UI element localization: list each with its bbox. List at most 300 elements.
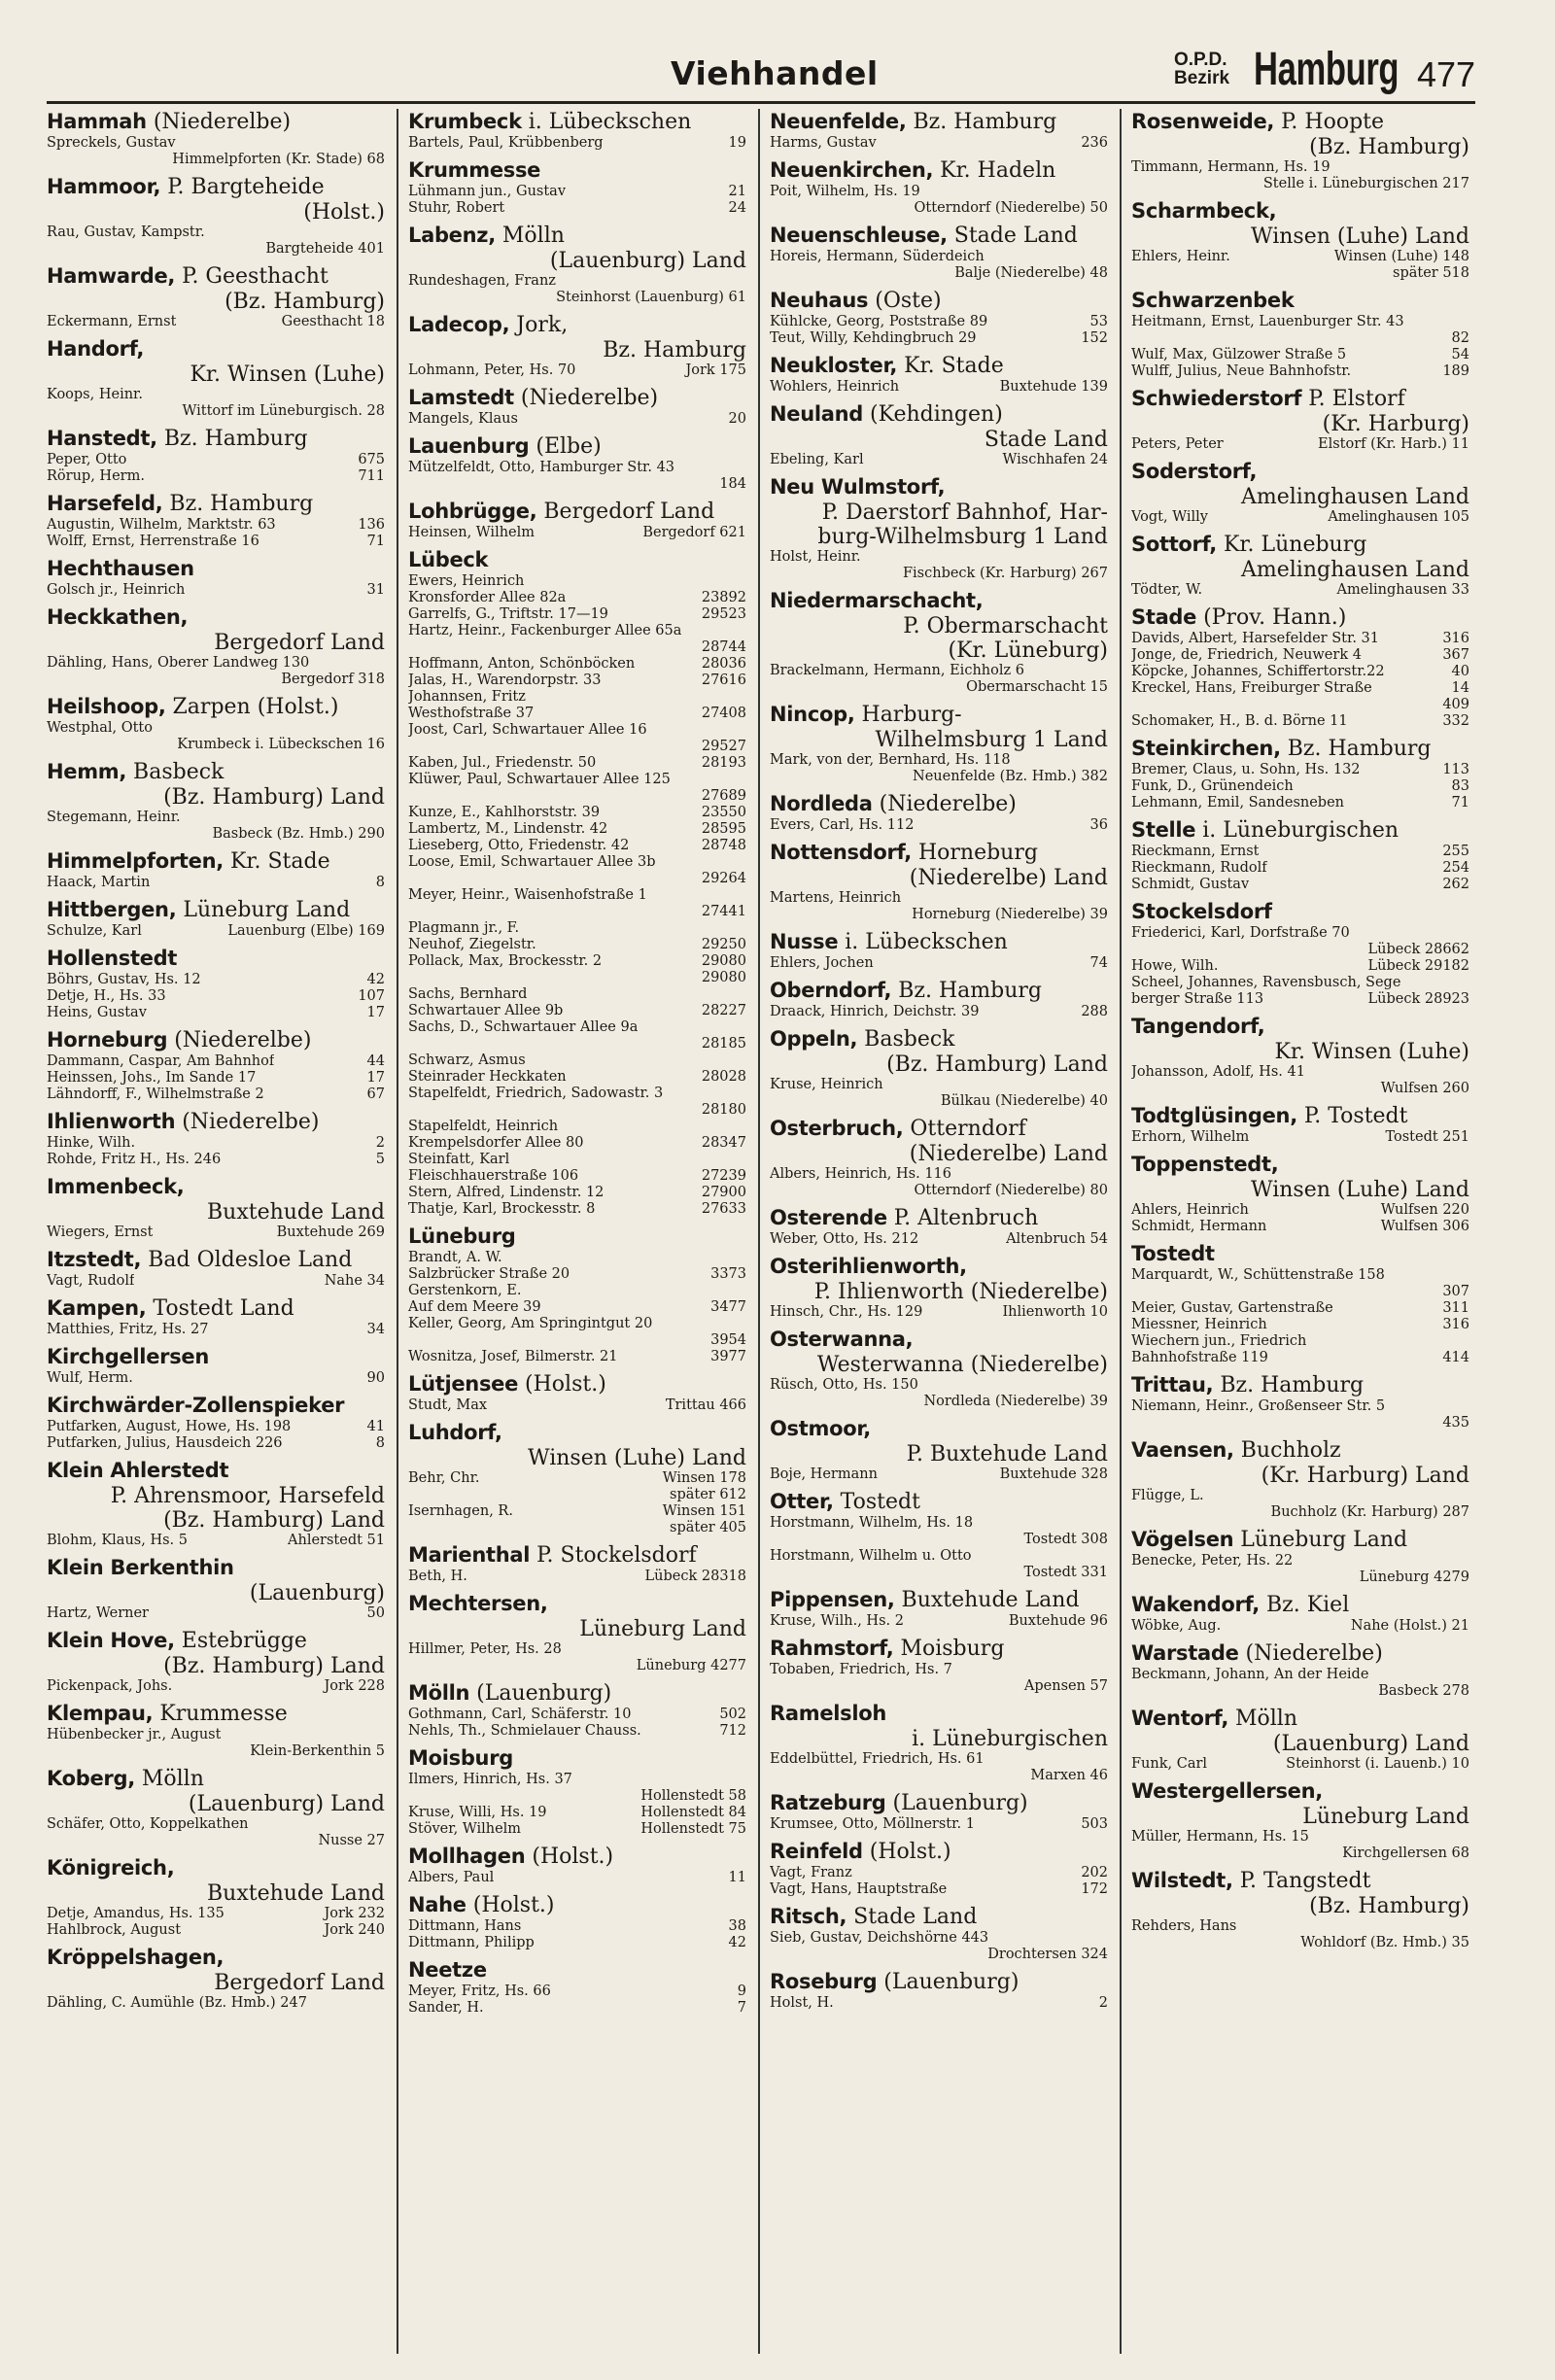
phone-number: 28193 — [701, 755, 746, 771]
place-heading — [47, 1027, 385, 1053]
phone-number: Buxtehude 269 — [276, 1224, 385, 1240]
place-name: Osterbruch, — [770, 1117, 904, 1140]
listing-line — [770, 452, 1108, 468]
phone-number: Lübeck 28923 — [1367, 991, 1469, 1007]
phone-number: 7 — [737, 2000, 746, 2016]
place-subheading: P. Buxtehude Land — [906, 1442, 1108, 1466]
listing-line — [408, 1569, 746, 1585]
place-heading — [47, 1701, 385, 1727]
place-heading — [1131, 1372, 1469, 1398]
dealer-name: Mützelfeldt, Otto, Hamburger Str. 43 — [408, 460, 675, 475]
phone-number: 367 — [1442, 647, 1469, 663]
place-entry — [1131, 532, 1469, 599]
listing-line — [408, 1119, 746, 1135]
place-suffix: P. Stockelsdorf — [530, 1543, 697, 1568]
place-subheading: Lüneburg Land — [579, 1617, 746, 1641]
place-name: Hammoor, — [47, 175, 161, 198]
dealer-name: Schulze, Karl — [47, 923, 142, 939]
place-heading — [408, 312, 746, 338]
dealer-name: Bartels, Paul, Krübbenberg — [408, 135, 604, 151]
place-heading — [1131, 198, 1469, 224]
phone-number: 152 — [1081, 330, 1108, 346]
listing-line — [408, 673, 746, 689]
place-entry — [47, 897, 385, 940]
listing-line — [770, 1865, 1108, 1881]
place-entry — [408, 1224, 746, 1365]
dealer-name: Hinsch, Chr., Hs. 129 — [770, 1304, 923, 1320]
place-name: Osterwanna, — [770, 1328, 914, 1351]
listing-line — [408, 1152, 746, 1168]
dealer-name: Meyer, Heinr., Waisenhofstraße 1 — [408, 887, 647, 903]
dealer-name: Behr, Chr. — [408, 1470, 480, 1486]
place-heading — [1131, 1241, 1469, 1267]
dealer-name: Hartz, Werner — [47, 1605, 149, 1621]
dealer-name: Kruse, Wilh., Hs. 2 — [770, 1613, 904, 1629]
place-entry — [408, 499, 746, 541]
place-entry — [47, 491, 385, 550]
place-suffix: Stade Land — [947, 224, 1078, 248]
listing-line — [47, 988, 385, 1005]
place-heading — [47, 1945, 385, 1971]
listing-continuation: 27689 — [701, 788, 746, 804]
phone-number: 50 — [366, 1605, 385, 1621]
listing-continuation: 28744 — [701, 639, 746, 655]
phone-number: 502 — [719, 1707, 746, 1722]
dealer-name: Sieb, Gustav, Deichshörne 443 — [770, 1930, 989, 1946]
dealer-name: Johansson, Adolf, Hs. 41 — [1131, 1064, 1305, 1080]
listing-line — [1131, 347, 1469, 363]
place-name: Osterihlienworth, — [770, 1255, 967, 1278]
place-subheading: P. Daerstorf Bahnhof, Har- — [821, 500, 1108, 525]
place-entry — [47, 759, 385, 843]
dealer-name: Horstmann, Wilhelm u. Otto — [770, 1548, 972, 1564]
listing-line — [408, 525, 746, 541]
place-entry — [408, 1957, 746, 2017]
dealer-name: Haack, Martin — [47, 875, 151, 890]
phone-number: 8 — [375, 875, 385, 890]
place-subheading: (Bz. Hamburg) Land — [886, 1052, 1108, 1077]
dealer-name: Jonge, de, Friedrich, Neuwerk 4 — [1131, 647, 1362, 663]
listing-line — [408, 986, 746, 1003]
phone-number: 136 — [358, 517, 385, 533]
place-heading — [47, 1458, 385, 1484]
place-name: Ostmoor, — [770, 1417, 871, 1440]
place-name: Itzstedt, — [47, 1248, 142, 1271]
place-entry — [408, 157, 746, 217]
place-entry — [770, 588, 1108, 696]
place-name: Hanstedt, — [47, 427, 157, 450]
listing-line — [1131, 1398, 1469, 1415]
listing-line — [1131, 647, 1469, 664]
place-name: Klein Berkenthin — [47, 1556, 234, 1579]
place-subheading: Buxtehude Land — [206, 1200, 385, 1224]
dealer-name: Brandt, A. W. — [408, 1250, 502, 1265]
dealer-name: Wulf, Max, Gülzower Straße 5 — [1131, 347, 1347, 362]
place-name: Oberndorf, — [770, 979, 892, 1002]
phone-number: Ahlerstedt 51 — [288, 1533, 385, 1548]
place-subheading: Bergedorf Land — [214, 631, 385, 655]
listing-line — [408, 1135, 746, 1152]
listing-line — [770, 1816, 1108, 1833]
listing-continuation: später 518 — [1393, 265, 1469, 281]
phone-number: 44 — [366, 1053, 385, 1069]
place-heading — [47, 109, 385, 135]
place-subheading: (Bz. Hamburg) — [1309, 1894, 1469, 1918]
place-entry — [770, 1839, 1108, 1898]
place-suffix: (Holst.) — [525, 1845, 614, 1869]
listing-line — [408, 1185, 746, 1201]
place-subheading: Westerwanna (Niederelbe) — [816, 1353, 1108, 1377]
place-name: Reinfeld — [770, 1840, 863, 1863]
listing-line — [47, 1152, 385, 1168]
dealer-name: Albers, Heinrich, Hs. 116 — [770, 1166, 951, 1182]
place-subheading: Amelinghausen Land — [1241, 485, 1469, 509]
dealer-name: Klüwer, Paul, Schwartauer Allee 125 — [408, 772, 671, 787]
phone-number: Buxtehude 139 — [999, 379, 1108, 395]
place-entry — [47, 1344, 385, 1387]
place-heading — [408, 223, 746, 249]
listing-line — [408, 1019, 746, 1036]
place-entry — [1131, 1014, 1469, 1097]
place-name: Hamwarde, — [47, 264, 176, 288]
dealer-name: Hahlbrock, August — [47, 1922, 182, 1938]
place-suffix: Moisburg — [893, 1637, 1005, 1661]
place-name: Nahe — [408, 1893, 466, 1916]
dealer-name: Müller, Hermann, Hs. 15 — [1131, 1829, 1309, 1845]
place-heading — [770, 288, 1108, 314]
phone-number: Jork 175 — [685, 362, 746, 378]
phone-number: 27408 — [701, 706, 746, 721]
dealer-name: Kruse, Heinrich — [770, 1077, 883, 1092]
place-name: Wentorf, — [1131, 1707, 1228, 1730]
dealer-name: Schomaker, H., B. d. Börne 11 — [1131, 713, 1348, 729]
place-heading — [1131, 899, 1469, 925]
place-suffix: Bz. Kiel — [1259, 1593, 1350, 1617]
place-subheading: Amelinghausen Land — [1241, 558, 1469, 582]
place-entry — [47, 1027, 385, 1103]
phone-number: 236 — [1081, 135, 1108, 151]
place-suffix: Buchholz — [1233, 1438, 1341, 1463]
place-suffix: i. Lübeckschen — [521, 110, 692, 134]
place-heading — [47, 848, 385, 875]
listing-line — [408, 920, 746, 937]
phone-number: 24 — [728, 200, 746, 216]
listing-continuation: Bergedorf 318 — [281, 672, 385, 687]
place-heading — [770, 1969, 1108, 1995]
place-entry — [1131, 1640, 1469, 1700]
dealer-name: Westphal, Otto — [47, 720, 153, 736]
phone-number: 712 — [719, 1723, 746, 1739]
dealer-name: Niemann, Heinr., Großenseer Str. 5 — [1131, 1398, 1386, 1414]
dealer-name: Peters, Peter — [1131, 436, 1224, 452]
place-name: Kirchgellersen — [47, 1345, 209, 1368]
directory-column — [1131, 109, 1469, 2373]
listing-continuation: Lüneburg 4279 — [1359, 1569, 1469, 1585]
dealer-name: Sachs, Bernhard — [408, 986, 528, 1002]
listing-line — [1131, 713, 1469, 730]
dealer-name: Ewers, Heinrich — [408, 573, 525, 589]
place-entry — [408, 385, 746, 428]
listing-line — [1131, 363, 1469, 380]
listing-line — [770, 1166, 1108, 1183]
place-heading — [408, 1591, 746, 1617]
place-suffix: Bz. Hamburg — [1213, 1373, 1365, 1397]
place-entry — [1131, 899, 1469, 1008]
phone-number: Steinhorst (i. Lauenb.) 10 — [1286, 1756, 1469, 1772]
dealer-name: Augustin, Wilhelm, Marktstr. 63 — [47, 517, 276, 533]
listing-line — [47, 314, 385, 330]
phone-number: 8 — [375, 1435, 385, 1451]
place-heading — [770, 1489, 1108, 1515]
phone-number: 29523 — [701, 606, 746, 622]
place-subheading: (Bz. Hamburg) — [1309, 135, 1469, 159]
phone-number: 288 — [1081, 1004, 1108, 1019]
place-name: Vaensen, — [1131, 1438, 1234, 1462]
dealer-name: Auf dem Meere 39 — [408, 1299, 541, 1315]
directory-column — [47, 109, 385, 2373]
place-heading — [47, 491, 385, 517]
place-heading — [1131, 1103, 1469, 1129]
place-heading — [408, 1371, 746, 1397]
listing-line — [47, 1922, 385, 1939]
dealer-name: Joost, Carl, Schwartauer Allee 16 — [408, 722, 647, 738]
place-suffix: Stade Land — [847, 1905, 978, 1929]
listing-line — [1131, 975, 1469, 991]
phone-number: Tostedt 251 — [1385, 1129, 1469, 1145]
phone-number: 107 — [358, 988, 385, 1004]
dealer-name: Detje, Amandus, Hs. 135 — [47, 1906, 225, 1921]
listing-line — [1131, 1667, 1469, 1683]
listing-line — [770, 752, 1108, 769]
place-name: Hammah — [47, 110, 147, 133]
place-heading — [1131, 532, 1469, 558]
place-suffix: Mölln — [134, 1767, 204, 1791]
place-name: Tostedt — [1131, 1242, 1215, 1265]
listing-line — [1131, 1202, 1469, 1219]
place-entry — [47, 336, 385, 420]
place-entry — [47, 426, 385, 485]
place-name: Trittau, — [1131, 1373, 1214, 1397]
place-entry — [47, 1393, 385, 1452]
dealer-name: Miessner, Heinrich — [1131, 1317, 1267, 1332]
place-name: Neuland — [770, 402, 864, 426]
dealer-name: Studt, Max — [408, 1397, 488, 1413]
place-name: Westergellersen, — [1131, 1779, 1323, 1803]
place-heading — [770, 1026, 1108, 1052]
place-name: Otter, — [770, 1490, 834, 1513]
dealer-name: Ebeling, Karl — [770, 452, 864, 467]
place-suffix: Basbeck — [857, 1027, 955, 1052]
dealer-name: Lieseberg, Otto, Friedenstr. 42 — [408, 838, 630, 853]
dealer-name: Hoffmann, Anton, Schönböcken — [408, 656, 636, 672]
place-heading — [1131, 1437, 1469, 1464]
dealer-name: Stern, Alfred, Lindenstr. 12 — [408, 1185, 605, 1200]
place-subheading: Stade Land — [984, 428, 1108, 452]
place-subheading: (Kr. Harburg) Land — [1261, 1464, 1469, 1488]
phone-number: 90 — [366, 1370, 385, 1386]
dealer-name: Ilmers, Hinrich, Hs. 37 — [408, 1772, 572, 1787]
dealer-name: Kühlcke, Georg, Poststraße 89 — [770, 314, 988, 329]
listing-line — [47, 1678, 385, 1695]
place-name: Klein Hove, — [47, 1629, 175, 1652]
place-name: Kirchwärder-Zollenspieker — [47, 1394, 345, 1417]
dealer-name: Putfarken, August, Howe, Hs. 198 — [47, 1419, 292, 1434]
listing-line — [47, 810, 385, 826]
phone-number: 36 — [1089, 817, 1108, 833]
place-suffix: (Lauenburg) — [885, 1791, 1028, 1815]
place-heading — [47, 897, 385, 923]
place-name: Vögelsen — [1131, 1528, 1234, 1551]
place-subheading: (Niederelbe) Land — [909, 1142, 1108, 1166]
dealer-name: Plagmann jr., F. — [408, 920, 520, 936]
place-entry — [1131, 1868, 1469, 1951]
listing-line — [770, 1004, 1108, 1020]
dealer-name: Hübenbecker jr., August — [47, 1727, 222, 1742]
listing-line — [1131, 509, 1469, 526]
place-heading — [1131, 1640, 1469, 1667]
listing-continuation: Stelle i. Lüneburgischen 217 — [1262, 176, 1469, 191]
phone-number: Wischhafen 24 — [1002, 452, 1108, 467]
place-entry — [770, 1205, 1108, 1248]
listing-line — [1131, 1756, 1469, 1773]
place-entry — [47, 1766, 385, 1849]
phone-number: 40 — [1451, 664, 1469, 679]
listing-line — [770, 249, 1108, 265]
listing-line — [408, 887, 746, 904]
dealer-name: Boje, Hermann — [770, 1466, 878, 1482]
listing-line — [408, 821, 746, 838]
place-name: Ihlienworth — [47, 1110, 176, 1133]
phone-number: 28227 — [701, 1003, 746, 1018]
place-name: Marienthal — [408, 1543, 531, 1567]
phone-number: Elstorf (Kr. Harb.) 11 — [1317, 436, 1469, 452]
listing-line — [408, 1069, 746, 1086]
place-suffix: P. Tangstedt — [1232, 1869, 1371, 1893]
phone-number: 711 — [358, 468, 385, 484]
phone-number: Ihlienworth 10 — [1002, 1304, 1108, 1320]
listing-line — [47, 224, 385, 241]
phone-number: 113 — [1442, 762, 1469, 777]
place-entry — [1131, 1372, 1469, 1431]
dealer-name: Beth, H. — [408, 1569, 467, 1584]
opd-text: O.P.D. — [1174, 50, 1227, 70]
dealer-name: Böhrs, Gustav, Hs. 12 — [47, 972, 201, 987]
listing-line — [408, 460, 746, 476]
place-entry — [770, 1790, 1108, 1833]
bezirk-text: Bezirk — [1174, 68, 1230, 88]
place-heading — [770, 1904, 1108, 1930]
phone-number: 2 — [375, 1135, 385, 1151]
phone-number: Wulfsen 220 — [1380, 1202, 1469, 1218]
listing-continuation: Nordleda (Niederelbe) 39 — [923, 1394, 1108, 1409]
listing-line — [408, 1503, 746, 1520]
place-entry — [770, 1489, 1108, 1581]
place-entry — [1131, 198, 1469, 282]
listing-line — [770, 1548, 1108, 1565]
listing-line — [408, 1805, 746, 1821]
listing-continuation: Wohldorf (Bz. Hmb.) 35 — [1300, 1935, 1469, 1950]
dealer-name: Steinrader Heckkaten — [408, 1069, 567, 1085]
listing-line — [1131, 1829, 1469, 1845]
dealer-name: Tödter, W. — [1131, 582, 1203, 598]
place-heading — [1131, 1706, 1469, 1732]
phone-number: 255 — [1442, 844, 1469, 859]
place-entry — [408, 1591, 746, 1674]
dealer-name: Köpcke, Johannes, Schiffertorstr.22 — [1131, 664, 1385, 679]
listing-line — [408, 854, 746, 871]
place-name: Lüneburg — [408, 1224, 516, 1248]
place-name: Handorf, — [47, 337, 145, 361]
listing-line — [408, 1723, 746, 1740]
place-heading — [770, 978, 1108, 1004]
dealer-name: Bahnhofstraße 119 — [1131, 1350, 1268, 1365]
listing-line — [1131, 1317, 1469, 1333]
place-entry — [770, 109, 1108, 152]
place-entry — [770, 1327, 1108, 1410]
place-heading — [770, 353, 1108, 379]
phone-number: 17 — [366, 1070, 385, 1086]
place-name: Schwarzenbek — [1131, 289, 1295, 312]
place-heading — [770, 1701, 1108, 1727]
place-name: Ritsch, — [770, 1905, 847, 1928]
place-subheading: P. Ahrensmoor, Harsefeld — [110, 1484, 385, 1508]
place-suffix: (Lauenburg) — [877, 1970, 1019, 1994]
dealer-name: Rundeshagen, Franz — [408, 273, 556, 289]
place-suffix: i. Lüneburgischen — [1195, 818, 1400, 843]
phone-number: Altenbruch 54 — [1006, 1231, 1108, 1247]
dealer-name: Rau, Gustav, Kampstr. — [47, 224, 205, 240]
listing-continuation: Hollenstedt 58 — [640, 1788, 746, 1804]
place-suffix: Tostedt Land — [146, 1296, 294, 1321]
listing-line — [770, 1995, 1108, 2012]
phone-number: 3477 — [710, 1299, 746, 1315]
place-heading — [770, 702, 1108, 728]
listing-continuation: später 405 — [670, 1520, 746, 1535]
place-name: Rahmstorf, — [770, 1637, 894, 1660]
place-name: Stade — [1131, 605, 1197, 629]
place-subheading: (Holst.) — [303, 200, 385, 224]
place-name: Wakendorf, — [1131, 1593, 1260, 1616]
place-name: Nincop, — [770, 703, 855, 726]
place-entry — [1131, 386, 1469, 453]
place-suffix: (Niederelbe) — [146, 110, 292, 134]
listing-line — [770, 314, 1108, 330]
listing-line — [1131, 1618, 1469, 1635]
place-entry — [770, 223, 1108, 282]
place-heading — [1131, 1592, 1469, 1618]
place-name: Lübeck — [408, 548, 489, 571]
place-name: Labenz, — [408, 224, 496, 247]
place-heading — [1131, 604, 1469, 631]
place-name: Neu Wulmstorf, — [770, 475, 946, 499]
listing-line — [47, 517, 385, 534]
phone-number: 74 — [1089, 955, 1108, 971]
phone-number: Nahe 34 — [324, 1273, 385, 1289]
place-suffix: Horneburg — [911, 841, 1038, 865]
dealer-name: Stapelfeldt, Friedrich, Sadowastr. 3 — [408, 1086, 664, 1101]
dealer-name: Vagt, Franz — [770, 1865, 852, 1880]
place-name: Sottorf, — [1131, 533, 1217, 556]
listing-continuation: Buchholz (Kr. Harburg) 287 — [1270, 1504, 1469, 1520]
listing-continuation: 28185 — [701, 1036, 746, 1052]
phone-number: Lübeck 29182 — [1367, 958, 1469, 974]
place-name: Wilstedt, — [1131, 1869, 1233, 1892]
place-suffix: Harburg- — [854, 703, 962, 727]
place-suffix: (Niederelbe) — [167, 1028, 312, 1052]
dealer-name: Horstmann, Wilhelm, Hs. 18 — [770, 1515, 974, 1531]
dealer-name: Howe, Wilh. — [1131, 958, 1219, 974]
place-heading — [1131, 109, 1469, 135]
